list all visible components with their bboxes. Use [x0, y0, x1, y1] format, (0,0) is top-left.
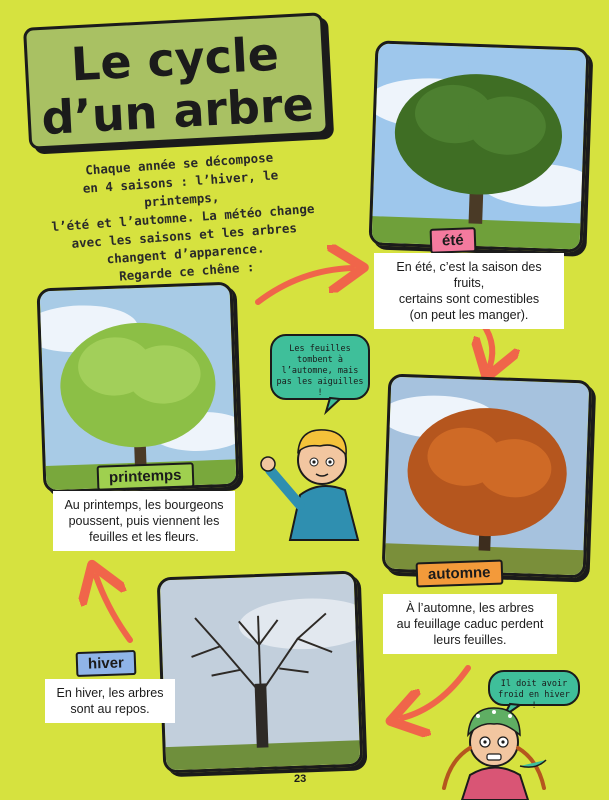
label-ete: été	[430, 227, 477, 254]
intro-text: Chaque année se décompose en 4 saisons : l’hiver, le printemps, l’été et l’automne. La météo change avec les saisons et les arbres changent d’apparence. Regarde ce chêne :	[51, 149, 315, 284]
caption-printemps: Au printemps, les bourgeons poussent, puis viennent les feuilles et les fleurs.	[53, 491, 235, 551]
label-printemps: printemps	[97, 462, 194, 490]
caption-ete: En été, c’est la saison des fruits, certains sont comestibles (on peut les manger).	[374, 253, 564, 329]
caption-hiver: En hiver, les arbres sont au repos.	[45, 679, 175, 723]
speech-bubble-girl: Il doit avoir froid en hiver !	[488, 670, 580, 706]
label-automne: automne	[416, 559, 503, 587]
page-number: 23	[294, 773, 307, 785]
label-hiver: hiver	[76, 650, 137, 677]
speech-bubble-boy: Les feuilles tombent à l’automne, mais pas les aiguilles !	[270, 334, 370, 400]
caption-automne: À l’automne, les arbres au feuillage caduc perdent leurs feuilles.	[383, 594, 557, 654]
page-title: Le cycle d’un arbre	[40, 26, 316, 146]
